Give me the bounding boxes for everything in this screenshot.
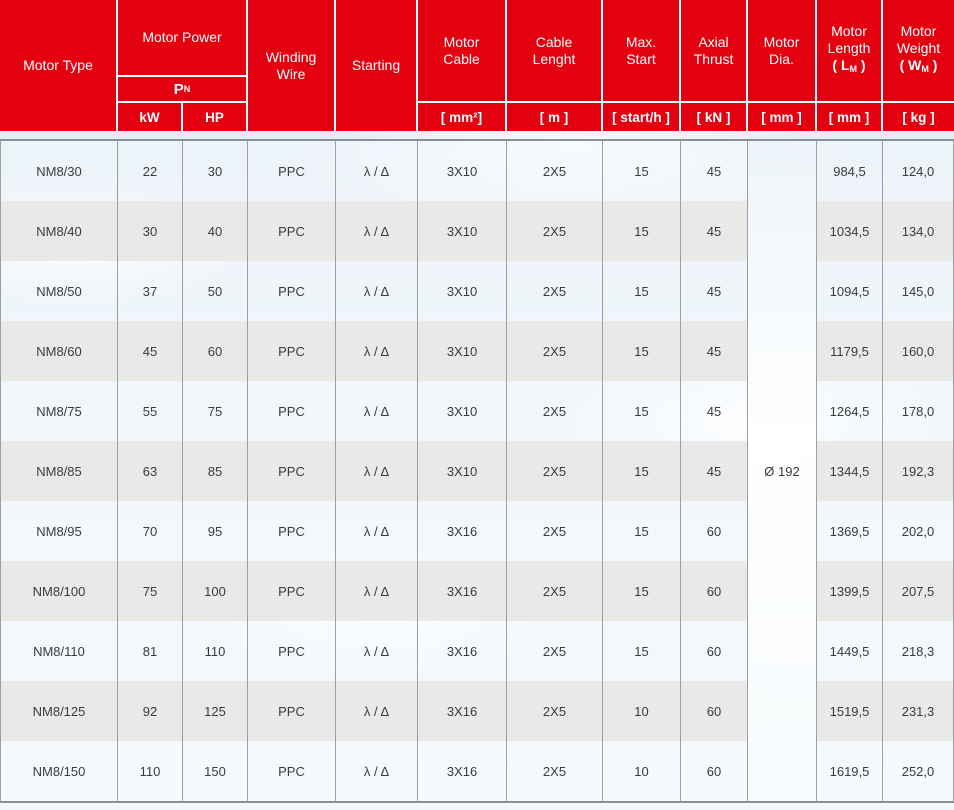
cell-motor-type: NM8/95 bbox=[0, 501, 118, 561]
cell-motor-length: 984,5 bbox=[817, 141, 883, 201]
cell-starting: λ / Δ bbox=[336, 261, 418, 321]
header-kw-label: kW bbox=[139, 109, 160, 125]
cell-winding-wire: PPC bbox=[248, 201, 336, 261]
cell-motor-length: 1179,5 bbox=[817, 321, 883, 381]
cell-winding-wire: PPC bbox=[248, 441, 336, 501]
cell-kw: 55 bbox=[118, 381, 183, 441]
cell-motor-cable: 3X10 bbox=[418, 441, 507, 501]
cell-motor-weight: 231,3 bbox=[883, 681, 954, 741]
header-motor-length-symbol bbox=[832, 57, 865, 78]
cell-kw: 37 bbox=[118, 261, 183, 321]
symbol-L-subscript: M bbox=[849, 64, 858, 74]
cell-winding-wire: PPC bbox=[248, 501, 336, 561]
cell-starting: λ / Δ bbox=[336, 561, 418, 621]
cell-winding-wire: PPC bbox=[248, 141, 336, 201]
cell-motor-type: NM8/125 bbox=[0, 681, 118, 741]
cell-motor-weight: 145,0 bbox=[883, 261, 954, 321]
cell-motor-weight: 178,0 bbox=[883, 381, 954, 441]
header-pn-symbol: P bbox=[173, 80, 184, 98]
cell-axial-thrust: 45 bbox=[681, 321, 748, 381]
cell-motor-cable: 3X10 bbox=[418, 141, 507, 201]
cell-cable-lenght: 2X5 bbox=[507, 321, 603, 381]
cell-motor-type: NM8/75 bbox=[0, 381, 118, 441]
header-hp-label: HP bbox=[205, 109, 224, 125]
header-motor-length bbox=[817, 0, 883, 103]
cell-starting: λ / Δ bbox=[336, 381, 418, 441]
cell-motor-weight: 202,0 bbox=[883, 501, 954, 561]
cell-winding-wire: PPC bbox=[248, 321, 336, 381]
cell-cable-lenght: 2X5 bbox=[507, 681, 603, 741]
header-motor-power bbox=[118, 0, 248, 77]
cell-cable-lenght: 2X5 bbox=[507, 201, 603, 261]
header-cable-lenght-unit-label: [ m ] bbox=[539, 109, 569, 125]
header-winding-wire bbox=[248, 0, 336, 131]
cell-cable-lenght: 2X5 bbox=[507, 561, 603, 621]
cell-max-start: 15 bbox=[603, 201, 681, 261]
cell-kw: 30 bbox=[118, 201, 183, 261]
header-motor-length-label: Motor Length bbox=[827, 23, 871, 56]
cell-motor-cable: 3X16 bbox=[418, 501, 507, 561]
cell-winding-wire: PPC bbox=[248, 561, 336, 621]
cell-hp: 40 bbox=[183, 201, 248, 261]
cell-hp: 60 bbox=[183, 321, 248, 381]
cell-max-start: 15 bbox=[603, 141, 681, 201]
header-pn bbox=[118, 77, 248, 103]
cell-motor-type: NM8/30 bbox=[0, 141, 118, 201]
header-motor-cable bbox=[418, 0, 507, 103]
cell-motor-type: NM8/150 bbox=[0, 741, 118, 801]
cell-max-start: 15 bbox=[603, 381, 681, 441]
cell-motor-type: NM8/40 bbox=[0, 201, 118, 261]
cell-motor-weight: 207,5 bbox=[883, 561, 954, 621]
cell-max-start: 15 bbox=[603, 621, 681, 681]
header-motor-weight-unit-label: [ kg ] bbox=[902, 109, 935, 125]
header-motor-weight-label: Motor Weight bbox=[896, 23, 941, 56]
cell-starting: λ / Δ bbox=[336, 321, 418, 381]
header-axial-thrust-unit-label: [ kN ] bbox=[696, 109, 731, 125]
header-max-start-unit bbox=[603, 103, 681, 131]
cell-axial-thrust: 45 bbox=[681, 261, 748, 321]
cell-axial-thrust: 45 bbox=[681, 141, 748, 201]
cell-max-start: 15 bbox=[603, 441, 681, 501]
cell-axial-thrust: 60 bbox=[681, 681, 748, 741]
cell-winding-wire: PPC bbox=[248, 741, 336, 801]
cell-starting: λ / Δ bbox=[336, 201, 418, 261]
header-cable-lenght bbox=[507, 0, 603, 103]
cell-axial-thrust: 45 bbox=[681, 381, 748, 441]
header-hp bbox=[183, 103, 248, 131]
cell-max-start: 10 bbox=[603, 681, 681, 741]
cell-hp: 95 bbox=[183, 501, 248, 561]
cell-winding-wire: PPC bbox=[248, 621, 336, 681]
cell-cable-lenght: 2X5 bbox=[507, 741, 603, 801]
cell-motor-cable: 3X10 bbox=[418, 201, 507, 261]
cell-cable-lenght: 2X5 bbox=[507, 501, 603, 561]
cell-starting: λ / Δ bbox=[336, 681, 418, 741]
cell-kw: 92 bbox=[118, 681, 183, 741]
cell-cable-lenght: 2X5 bbox=[507, 441, 603, 501]
header-motor-length-unit bbox=[817, 103, 883, 131]
table-body bbox=[0, 139, 954, 803]
symbol-L: L bbox=[840, 57, 850, 73]
cell-winding-wire: PPC bbox=[248, 681, 336, 741]
header-motor-cable-unit-label: [ mm²] bbox=[440, 109, 483, 125]
cell-motor-length: 1369,5 bbox=[817, 501, 883, 561]
cell-motor-length: 1034,5 bbox=[817, 201, 883, 261]
cell-axial-thrust: 60 bbox=[681, 741, 748, 801]
header-starting bbox=[336, 0, 418, 131]
cell-motor-cable: 3X10 bbox=[418, 381, 507, 441]
header-motor-type bbox=[0, 0, 118, 131]
header-cable-lenght-unit bbox=[507, 103, 603, 131]
cell-motor-type: NM8/50 bbox=[0, 261, 118, 321]
paren-close: ) bbox=[857, 57, 866, 73]
cell-cable-lenght: 2X5 bbox=[507, 621, 603, 681]
symbol-W: W bbox=[908, 57, 922, 73]
cell-motor-type: NM8/60 bbox=[0, 321, 118, 381]
cell-motor-type: NM8/100 bbox=[0, 561, 118, 621]
cell-axial-thrust: 60 bbox=[681, 561, 748, 621]
paren-open: ( bbox=[832, 57, 841, 73]
header-cable-lenght-label: Cable Lenght bbox=[532, 33, 576, 67]
cell-motor-cable: 3X16 bbox=[418, 681, 507, 741]
cell-motor-cable: 3X16 bbox=[418, 741, 507, 801]
cell-hp: 75 bbox=[183, 381, 248, 441]
cell-axial-thrust: 60 bbox=[681, 621, 748, 681]
header-axial-thrust-unit bbox=[681, 103, 748, 131]
header-motor-dia bbox=[748, 0, 817, 103]
cell-max-start: 15 bbox=[603, 261, 681, 321]
cell-motor-length: 1264,5 bbox=[817, 381, 883, 441]
cell-starting: λ / Δ bbox=[336, 501, 418, 561]
table-header bbox=[0, 0, 954, 131]
header-motor-type-label: Motor Type bbox=[23, 57, 93, 73]
cell-motor-cable: 3X10 bbox=[418, 261, 507, 321]
header-max-start-label: Max. Start bbox=[625, 33, 657, 67]
cell-max-start: 15 bbox=[603, 561, 681, 621]
header-motor-length-unit-label: [ mm ] bbox=[828, 109, 870, 125]
cell-kw: 70 bbox=[118, 501, 183, 561]
cell-hp: 110 bbox=[183, 621, 248, 681]
header-kw bbox=[118, 103, 183, 131]
header-max-start-unit-label: [ start/h ] bbox=[612, 109, 670, 125]
cell-motor-length: 1094,5 bbox=[817, 261, 883, 321]
cell-kw: 110 bbox=[118, 741, 183, 801]
cell-hp: 85 bbox=[183, 441, 248, 501]
cell-cable-lenght: 2X5 bbox=[507, 381, 603, 441]
cell-max-start: 15 bbox=[603, 321, 681, 381]
header-motor-cable-unit bbox=[418, 103, 507, 131]
cell-hp: 125 bbox=[183, 681, 248, 741]
header-motor-dia-label: Motor Dia. bbox=[763, 33, 800, 67]
cell-starting: λ / Δ bbox=[336, 741, 418, 801]
header-motor-weight-unit bbox=[883, 103, 954, 131]
cell-motor-length: 1344,5 bbox=[817, 441, 883, 501]
cell-motor-type: NM8/110 bbox=[0, 621, 118, 681]
cell-starting: λ / Δ bbox=[336, 441, 418, 501]
cell-motor-cable: 3X16 bbox=[418, 561, 507, 621]
paren-close: ) bbox=[928, 57, 938, 73]
cell-hp: 100 bbox=[183, 561, 248, 621]
cell-cable-lenght: 2X5 bbox=[507, 261, 603, 321]
cell-kw: 63 bbox=[118, 441, 183, 501]
paren-open: ( bbox=[899, 57, 909, 73]
cell-kw: 75 bbox=[118, 561, 183, 621]
cell-motor-weight: 252,0 bbox=[883, 741, 954, 801]
cell-motor-cable: 3X16 bbox=[418, 621, 507, 681]
header-winding-wire-label: Winding Wire bbox=[265, 48, 317, 82]
cell-hp: 50 bbox=[183, 261, 248, 321]
cell-motor-length: 1399,5 bbox=[817, 561, 883, 621]
header-pn-subscript: N bbox=[183, 83, 191, 94]
cell-hp: 30 bbox=[183, 141, 248, 201]
symbol-W-subscript: M bbox=[921, 64, 929, 74]
cell-cable-lenght: 2X5 bbox=[507, 141, 603, 201]
cell-motor-length: 1519,5 bbox=[817, 681, 883, 741]
cell-kw: 22 bbox=[118, 141, 183, 201]
cell-max-start: 10 bbox=[603, 741, 681, 801]
cell-kw: 81 bbox=[118, 621, 183, 681]
cell-motor-length: 1449,5 bbox=[817, 621, 883, 681]
cell-motor-weight: 160,0 bbox=[883, 321, 954, 381]
cell-kw: 45 bbox=[118, 321, 183, 381]
cell-axial-thrust: 60 bbox=[681, 501, 748, 561]
cell-motor-type: NM8/85 bbox=[0, 441, 118, 501]
cell-motor-weight: 192,3 bbox=[883, 441, 954, 501]
cell-starting: λ / Δ bbox=[336, 141, 418, 201]
header-motor-weight bbox=[883, 0, 954, 103]
header-motor-dia-unit bbox=[748, 103, 817, 131]
cell-axial-thrust: 45 bbox=[681, 441, 748, 501]
header-axial-thrust bbox=[681, 0, 748, 103]
header-motor-power-label: Motor Power bbox=[142, 29, 222, 45]
cell-motor-weight: 124,0 bbox=[883, 141, 954, 201]
header-starting-label: Starting bbox=[351, 57, 401, 73]
header-motor-weight-symbol bbox=[900, 57, 938, 78]
header-axial-thrust-label: Axial Thrust bbox=[693, 33, 734, 67]
cell-starting: λ / Δ bbox=[336, 621, 418, 681]
cell-motor-weight: 218,3 bbox=[883, 621, 954, 681]
header-motor-cable-label: Motor Cable bbox=[443, 33, 480, 67]
cell-max-start: 15 bbox=[603, 501, 681, 561]
cell-winding-wire: PPC bbox=[248, 261, 336, 321]
header-motor-dia-unit-label: [ mm ] bbox=[761, 109, 802, 125]
cell-motor-dia-merged: Ø 192 bbox=[748, 141, 817, 801]
cell-winding-wire: PPC bbox=[248, 381, 336, 441]
cell-motor-length: 1619,5 bbox=[817, 741, 883, 801]
cell-motor-cable: 3X10 bbox=[418, 321, 507, 381]
cell-motor-weight: 134,0 bbox=[883, 201, 954, 261]
cell-hp: 150 bbox=[183, 741, 248, 801]
header-max-start bbox=[603, 0, 681, 103]
cell-axial-thrust: 45 bbox=[681, 201, 748, 261]
